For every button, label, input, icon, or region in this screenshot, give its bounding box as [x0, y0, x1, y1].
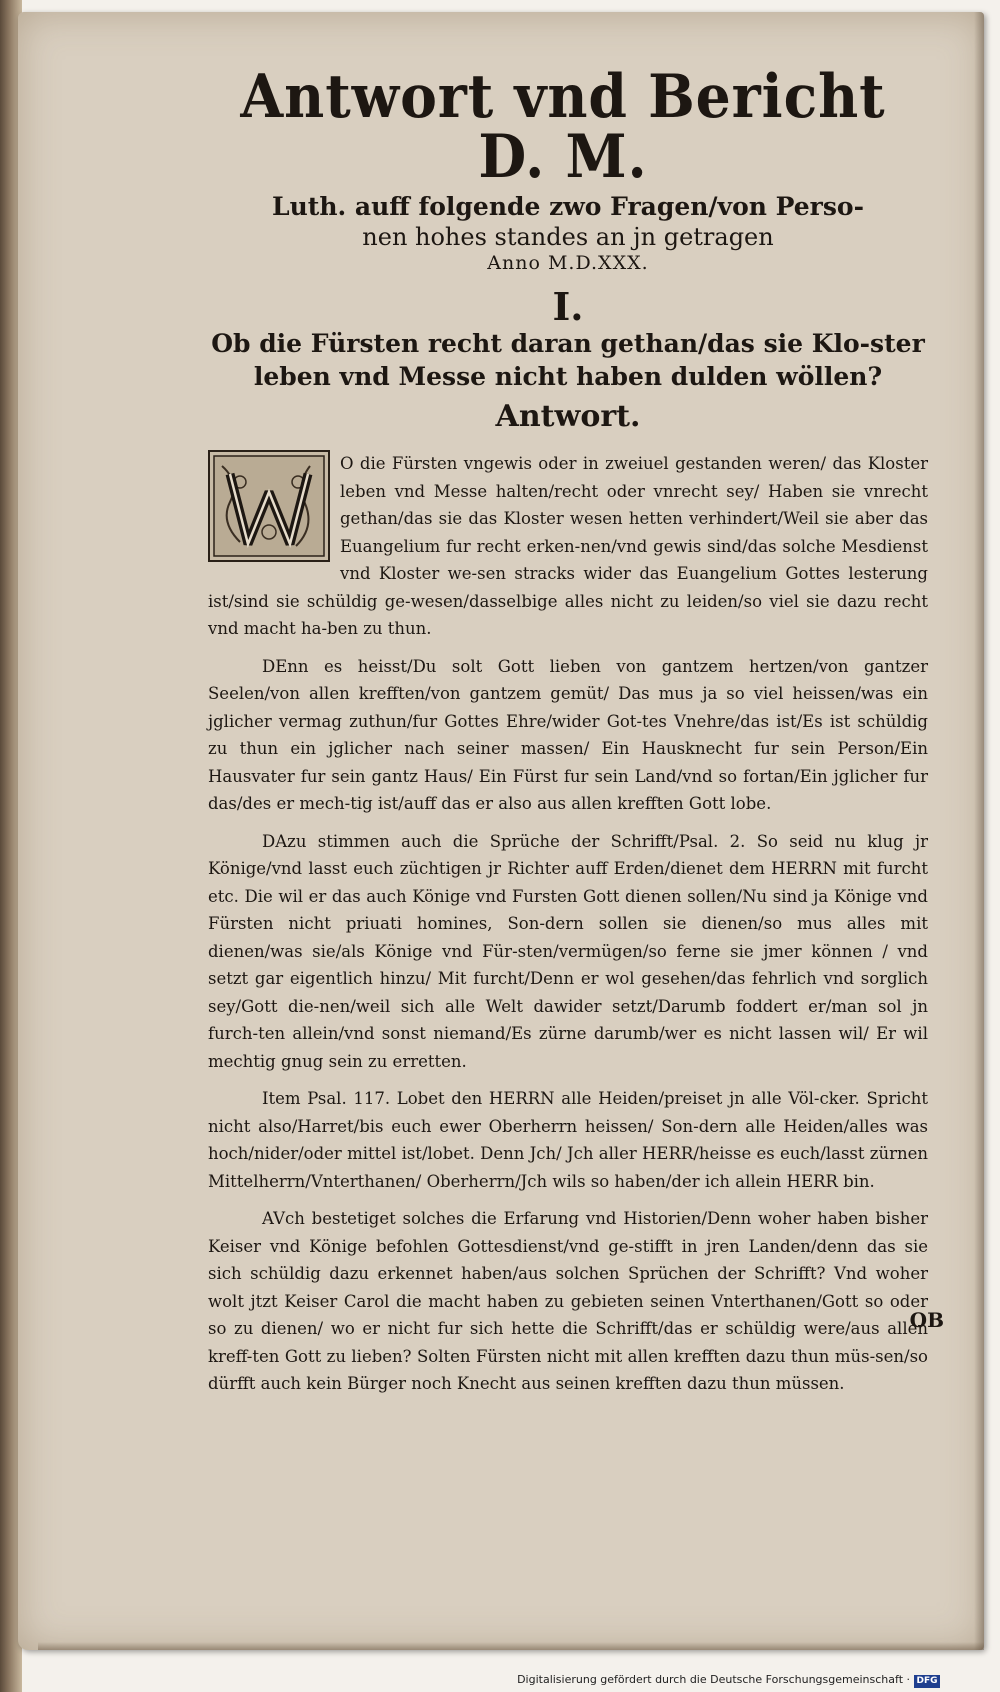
paragraph-5: AVch bestetiget solches die Erfarung vnd Historien/Denn woher haben bisher Keiser vnd Könige befohlen Gottesdienst/vnd ge-stifft in jren Landen/denn das sie sich schüldig dazu erkennet haben/aus solchen Sprüchen der Schrifft? Vnd woher wolt jtzt Keiser Carol die macht haben zu gebieten seinen Vnterthanen/Gott so oder so zu dienen/ wo er nicht fur sich hette die Schrifft/das er schüldig were/aus allen kreff-ten Gott zu lieben? Solten Fürsten nicht mit allen krefften dazu thun müs-sen/so dürfft auch kein Bürger noch Knecht aus seinen krefften dazu thun müssen.: [208, 1209, 928, 1394]
title-line-3: nen hohes standes an jn getragen: [362, 223, 774, 252]
page-bottom-shadow: [38, 1642, 984, 1650]
title-year: Anno M.D.XXX.: [487, 252, 649, 275]
paragraph-1: [208, 450, 928, 643]
title-heading: Antwort vnd Bericht D. M.: [240, 62, 886, 192]
page-content: [208, 62, 928, 1408]
ornamental-initial-w: [208, 450, 330, 562]
dfg-logo: DFG: [914, 1675, 940, 1688]
catchword: OB: [909, 1308, 944, 1332]
digitization-credit: Digitalisierung gefördert durch die Deutsche Forschungsgemeinschaft ·: [517, 1673, 910, 1686]
paragraph-2: DEnn es heisst/Du solt Gott lieben von gantzem hertzen/von gantzer Seelen/von allen krefften/von gantzem gemüt/ Das mus ja so viel heissen/was ein jglicher vermag zuthun/fur Gottes Ehre/wider Got-tes Vnehre/das ist/Es ist schüldig zu thun ein jglicher nach seiner massen/ Ein Hausknecht fur sein Person/Ein Hausvater fur sein gantz Haus/ Ein Fürst fur sein Land/vnd so fortan/Ein jglicher fur das/des er mech-tig ist/auff das er also aus allen krefften Gott lobe.: [208, 656, 928, 814]
paragraph-4: Item Psal. 117. Lobet den HERRN alle Heiden/preiset jn alle Völ-cker. Spricht nicht also/Harret/bis euch ewer Oberherrn heissen/ Son-dern alle Heiden/alles was hoch/nider/oder mittel ist/lobet. Denn Jch/ Jch aller HERR/heisse es euch/lasst zürnen Mittelherrn/Vnterthanen/ Oberherrn/Jch wils so haben/der ich allein HERR bin.: [208, 1089, 928, 1191]
section-number: I.: [552, 284, 584, 330]
answer-heading: Antwort.: [495, 399, 641, 435]
section-question: Ob die Fürsten recht daran gethan/das sie Klo-ster leben vnd Messe nicht haben dulden wöllen?: [211, 329, 925, 391]
paragraph-1-text: O die Fürsten vngewis oder in zweiuel gestanden weren/ das Kloster leben vnd Messe halten/recht oder vnrecht sey/ Haben sie vnrecht gethan/das sie das Kloster wesen hetten verhindert/Weil sie aber das Euangelium fur recht erken-nen/vnd gewis sind/das solche Mesdienst vnd Kloster we-sen stracks wider das Euangelium Gottes lesterung ist/sind sie schüldig ge-wesen/dasselbige alles nicht zu leiden/so viel sie dazu recht vnd macht ha-ben zu thun.: [208, 454, 928, 639]
title-line-2: Luth. auff folgende zwo Fragen/von Perso-: [272, 192, 864, 221]
paragraph-3: DAzu stimmen auch die Sprüche der Schrifft/Psal. 2. So seid nu klug jr Könige/vnd lasst euch züchtigen jr Richter auff Erden/dienet dem HERRN mit furcht etc. Die wil er das auch Könige vnd Fursten Gott dienen sollen/Nu sind ja Könige vnd Fürsten nicht priuati homines, Son-dern sollen sie dienen/so mus alles mit dienen/was sie/als Könige vnd Für-sten/vermügen/so ferne sie jmer können / vnd setzt gar eigentlich hinzu/ Mit furcht/Denn er wol gesehen/das fehrlich vnd sorglich sey/Gott die-nen/weil sich alle Welt dawider setzt/Darumb foddert er/man sol jn furch-ten allein/vnd sonst niemand/Es zürne darumb/wer es nicht lassen wil/ Er wil mechtig gnug sein zu erretten.: [208, 831, 928, 1071]
book-page: [18, 12, 984, 1650]
page-edge-shadow: [974, 12, 984, 1650]
